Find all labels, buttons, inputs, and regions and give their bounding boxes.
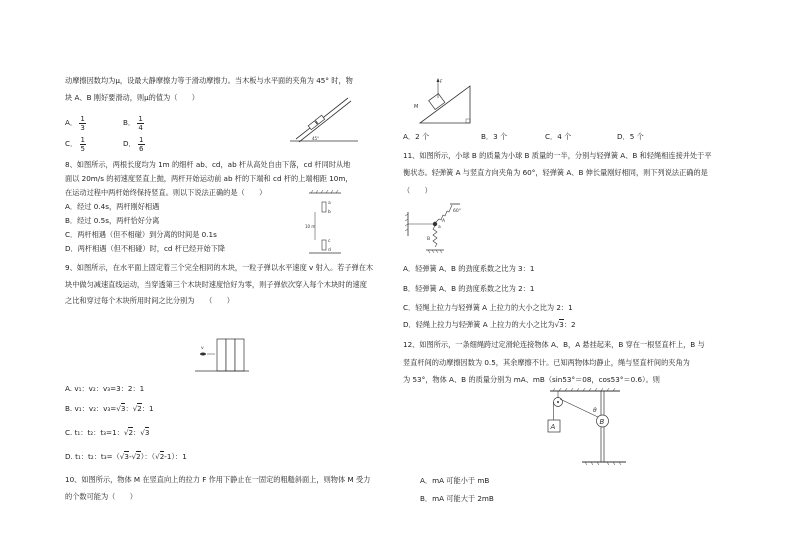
- sqrt-sign: √: [123, 428, 129, 437]
- q10-line-1: 10、如图所示，物体 M 在竖直向上的拉力 F 作用下静止在一固定的粗糙斜面上，则物体 M 受力: [65, 475, 371, 484]
- q12-line-2: 竖直杆间的动摩擦因数为 0.5，其余摩擦不计。已知两物体均静止，绳与竖直杆间的夹角为: [403, 358, 690, 367]
- block-a-label: A: [550, 423, 556, 431]
- q11-option-c: C．轻绳上拉力与轻弹簧 A 上拉力的大小之比为 2：1: [403, 303, 573, 312]
- radicand: 3: [124, 452, 129, 461]
- force-label: F: [440, 80, 443, 85]
- q12-option-a: A．mA 可能小于 mB: [420, 476, 490, 485]
- q7-intro-line-1: 动摩擦因数均为μ，设最大静摩擦力等于滑动摩擦力。当木板与水平面的夹角为 45° 时，物: [65, 76, 353, 85]
- denominator: 3: [80, 123, 85, 132]
- three-blocks-figure: [195, 336, 251, 374]
- q11-line-3: （ ）: [403, 186, 432, 195]
- sqrt-sign: √: [554, 320, 560, 329]
- radicand: 3: [144, 428, 150, 437]
- option-text: B. v₁：v₂：v₃=: [65, 404, 117, 413]
- sqrt-sign: √: [132, 404, 138, 413]
- q10-option-c: C．4 个: [545, 132, 572, 141]
- option-text: D. t₁：t₂：t₃=（: [65, 452, 120, 461]
- q9-line-3: 之比和穿过每个木块所用时间之比分别为 （ ）: [65, 296, 234, 305]
- denominator: 4: [138, 123, 143, 132]
- velocity-label: v: [201, 346, 204, 351]
- rod-label-b: b: [328, 210, 331, 215]
- q9-option-d: [65, 452, 187, 462]
- q11-line-1: 11、如图所示，小球 B 的质量为小球 B 质量的一半，分别与轻弹簧 A、B 和轻绳相连接并处于平: [403, 151, 712, 160]
- q11-line-2: 衡状态。轻弹簧 A 与竖直方向夹角为 60°，轻弹簧 A、B 伸长量刚好相同，则下列说法正确的是: [403, 168, 708, 177]
- q7-option-c: [65, 134, 86, 154]
- q8-option-d: D．两杆相遇（但不相碰）时，cd 杆已经开始下降: [65, 244, 226, 253]
- numerator: 1: [80, 114, 85, 123]
- q9-option-c: [65, 428, 149, 438]
- q11-option-a: A．轻弹簧 A、B 的劲度系数之比为 3：1: [403, 264, 535, 273]
- q8-option-b: B．经过 0.5s，两杆恰好分离: [65, 216, 160, 225]
- q7-intro-line-2: 块 A、B 刚好要滑动，则μ的值为（ ）: [65, 93, 199, 102]
- fraction: [137, 115, 143, 132]
- q12-option-b: B．mA 可能大于 2mB: [420, 494, 494, 503]
- q10-option-d: D．5 个: [617, 132, 644, 141]
- numerator: 1: [139, 135, 144, 144]
- numerator: 1: [80, 135, 85, 144]
- sqrt-sign: √: [140, 428, 145, 437]
- separator: ）：（: [140, 452, 156, 461]
- q9-option-a: A. v₁：v₂：v₃=3：2：1: [65, 384, 145, 393]
- q8-option-c: C．两杆相遇（但不相碰）到分离的时间是 0.1s: [65, 230, 217, 239]
- q8-line-2: 面以 20m/s 的初速度竖直上抛，两杆开始运动前 ab 杆的下端和 cd 杆的上端相距 10m，: [65, 174, 353, 183]
- denominator: 6: [139, 144, 144, 153]
- fraction: [79, 115, 85, 132]
- sqrt-sign: √: [131, 452, 137, 461]
- q10-option-b: B．3 个: [481, 132, 508, 141]
- q8-line-1: 8、如图所示，两根长度均为 1m 的细杆 ab、cd，ab 杆从高处自由下落，cd 杆同时从地: [65, 160, 351, 169]
- radicand: 2: [128, 428, 134, 437]
- separator: ：: [125, 404, 133, 413]
- option-label: B．: [123, 118, 136, 127]
- rod-label-d: d: [328, 248, 331, 253]
- mass-label: M: [414, 104, 419, 110]
- ring-b-label: B: [599, 418, 605, 426]
- q9-line-2: 块中做匀减速直线运动，当穿透第三个木块时速度恰好为零，则子弹依次穿入每个木块时的速度: [65, 280, 367, 289]
- q7-option-a: [65, 113, 86, 133]
- inclined-board-figure: [288, 96, 360, 144]
- q9-option-b: [65, 404, 154, 414]
- q11-option-b: B．轻弹簧 A、B 的劲度系数之比为 2：1: [403, 284, 535, 293]
- rod-label-a: a: [328, 201, 331, 206]
- spring-a-label: A: [442, 219, 446, 224]
- sqrt-sign: √: [116, 404, 121, 413]
- q12-line-1: 12、如图所示，一条细绳跨过定滑轮连接物体 A、B，A 悬挂起来，B 穿在一根竖直杆上，B 与: [403, 340, 705, 349]
- q10-line-2: 的个数可能为（ ）: [65, 492, 137, 501]
- option-text: C. t₁：t₂：t₃=1：: [65, 428, 124, 437]
- rod-label-c: c: [328, 239, 331, 244]
- block-on-incline-figure: [410, 76, 476, 126]
- radicand: 2: [137, 404, 142, 413]
- q9-line-1: 9、如图所示，在水平面上固定着三个完全相同的木块，一粒子弹以水平速度 v 射入。若子弹在木: [65, 263, 374, 272]
- option-text: D．轻绳上拉力与轻弹簧 A 上拉力的大小之比为: [403, 320, 555, 329]
- option-text: ：2: [563, 320, 576, 329]
- spring-b-label: B: [427, 237, 431, 242]
- q12-line-3: 为 53°，物体 A、B 的质量分别为 mA、mB（sin53°＝08，cos53°＝0.6）。则: [403, 375, 660, 384]
- fraction: [138, 136, 144, 153]
- sqrt-sign: √: [155, 452, 160, 461]
- distance-label: 10 m: [305, 224, 316, 229]
- option-label: D．: [123, 139, 136, 148]
- springs-ball-figure: [404, 200, 464, 258]
- radicand: 2: [136, 452, 141, 461]
- fraction: [80, 136, 86, 153]
- q10-option-a: A．2 个: [403, 132, 430, 141]
- radicand: 3: [120, 404, 126, 413]
- option-label: A．: [65, 118, 78, 127]
- angle-label: 45°: [312, 136, 320, 141]
- angle-label: 60°: [453, 209, 461, 214]
- radicand: 2: [159, 452, 165, 461]
- q7-option-b: [123, 113, 144, 133]
- q11-option-d: [403, 320, 576, 330]
- denominator: 5: [80, 144, 85, 153]
- separator: -: [128, 452, 132, 461]
- q8-line-3: 在运动过程中两杆始终保持竖直。则以下说法正确的是（ ）: [65, 188, 267, 197]
- separator: ：: [133, 428, 141, 437]
- numerator: 1: [138, 114, 143, 123]
- radicand: 3: [559, 320, 564, 329]
- pulley-figure: [538, 388, 628, 468]
- theta-label: θ: [593, 407, 597, 414]
- sqrt-sign: √: [119, 452, 125, 461]
- option-text: -1）：1: [164, 452, 187, 461]
- q8-option-a: A．经过 0.4s，两杆刚好相遇: [65, 202, 160, 211]
- option-label: C．: [65, 139, 78, 148]
- q7-option-d: [123, 134, 145, 154]
- option-text: ：1: [141, 404, 154, 413]
- ball-label: a: [438, 225, 441, 230]
- two-rods-figure: [305, 190, 345, 256]
